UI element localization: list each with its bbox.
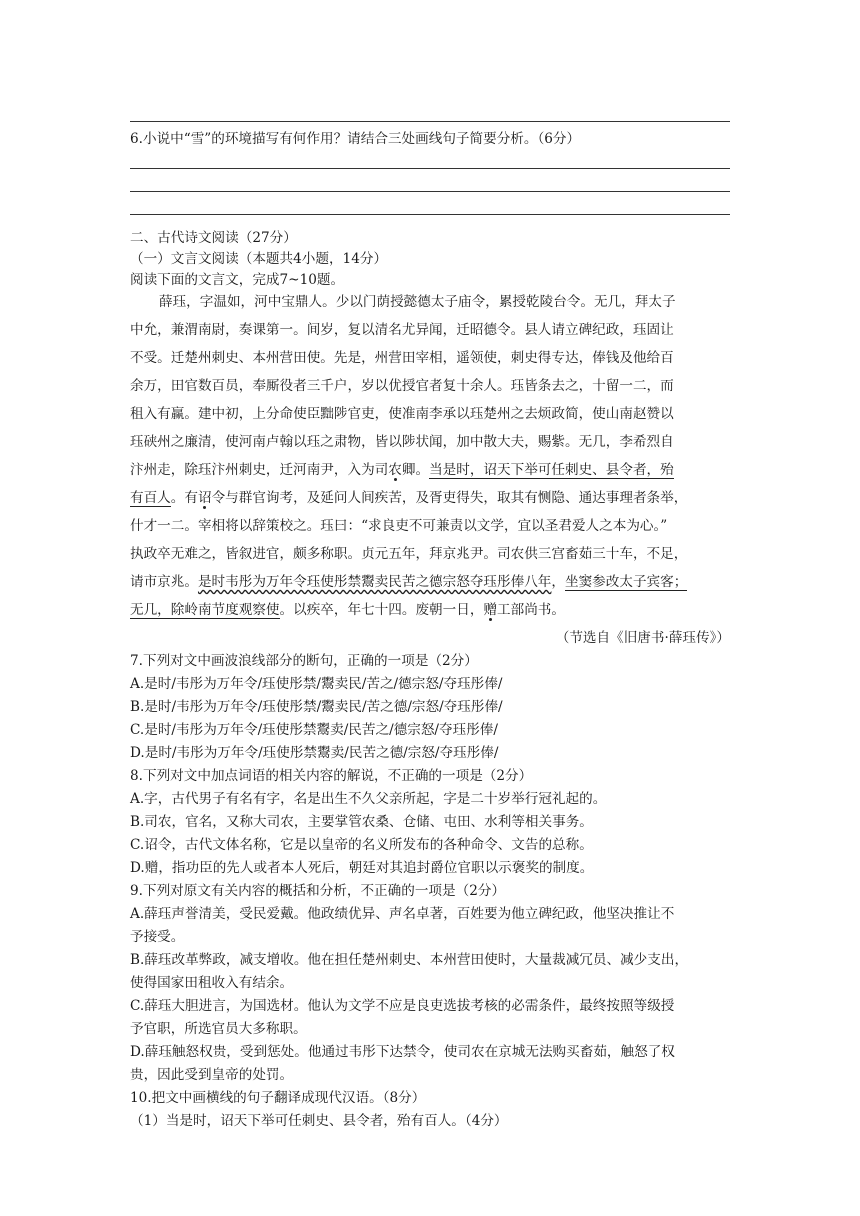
- dotted-word: 诏: [197, 490, 212, 506]
- question-10-stem: 10.把文中画横线的句子翻译成现代汉语。（8分）: [130, 1090, 426, 1106]
- question-9-option-b-cont: 使得国家田租收入有结余。: [130, 975, 294, 991]
- passage-line: [130, 460, 730, 480]
- question-6: 6.小说中“雪”的环境描写有何作用？请结合三处画线句子简要分析。（6分）: [130, 131, 581, 147]
- passage-line: 中允，兼渭南尉，奏课第一。间岁，复以清名尤异闻，迁昭德令。县人请立碑纪政，珏固让: [130, 322, 674, 338]
- passage-text: 。以疾卒，年七十四。废朝一日，: [279, 602, 484, 618]
- passage-text: ，: [551, 574, 565, 590]
- answer-line: [130, 168, 730, 169]
- passage-text: 工部尚书。: [497, 602, 565, 618]
- question-8-option-c: C.诏令，古代文体名称，它是以皇帝的名义所发布的各种命令、文告的总称。: [130, 837, 593, 853]
- section-title: 二、古代诗文阅读（27分）: [130, 230, 297, 246]
- question-7-stem: 7.下列对文中画波浪线部分的断句，正确的一项是（2分）: [130, 653, 478, 669]
- dotted-word: 农: [388, 462, 402, 478]
- question-8-option-d: D.赠，指功臣的先人或者本人死后，朝廷对其追封爵位官职以示褒奖的制度。: [130, 860, 594, 876]
- underlined-sentence: 有百人: [130, 490, 171, 506]
- question-9-option-c: C.薛珏大胆进言，为国选材。他认为文学不应是良吏选拔考核的必需条件，最终按照等级授: [130, 998, 675, 1014]
- answer-line: [130, 121, 730, 122]
- passage-text: 令与群官询考，及延问人间疾苦，及胥吏得失，取其有恻隐、通达事理者条举，: [211, 490, 688, 506]
- question-9-stem: 9.下列对原文有关内容的概括和分析，不正确的一项是（2分）: [130, 883, 506, 899]
- question-10-sentence-1: （1）当是时，诏天下举可任刺史、县令者，殆有百人。（4分）: [130, 1113, 508, 1129]
- passage-line: [130, 488, 730, 508]
- underlined-sentence: 无几，除岭南节度观察使: [130, 602, 280, 618]
- passage-text: 汴州走，除珏汴州刺史，迁河南尹，入为司: [130, 462, 389, 478]
- question-7-option-b: B.是时/韦彤为万年令/珏使彤禁/鬻卖民/苦之德/宗怒/夺珏彤俸/: [130, 699, 503, 715]
- question-7-option-d: D.是时/韦彤为万年令/珏使彤禁鬻卖/民苦之德/宗怒/夺珏彤俸/: [130, 745, 499, 761]
- question-8-option-a: A.字，古代男子有名有字，名是出生不久父亲所起，字是二十岁举行冠礼起的。: [130, 791, 607, 807]
- underlined-sentence: 坐窦参改太子宾客；: [565, 574, 688, 590]
- passage-line: [130, 600, 730, 620]
- answer-line: [130, 214, 730, 215]
- question-7-option-c: C.是时/韦彤为万年令/珏使彤禁鬻卖/民苦之/德宗怒/夺珏彤俸/: [130, 722, 498, 738]
- passage-line: [130, 572, 730, 592]
- passage-line: 余万，田官数百员，奉厮役者三千户，岁以优授官者复十余人。珏皆条去之，十留一二，而: [130, 378, 674, 394]
- passage-text: 请市京兆。: [130, 574, 198, 590]
- wavy-segment: 是时韦彤为万年令珏使彤禁鬻卖民苦之德宗怒夺珏彤俸八年: [197, 574, 552, 590]
- passage-source: （节选自《旧唐书·薛珏传》）: [555, 630, 730, 646]
- passage-line: 不受。迁楚州刺史、本州营田使。先是，州营田宰相，遥领使，刺史得专达，俸钱及他给百: [130, 350, 674, 366]
- question-9-option-b: B.薛珏改革弊政，减支增收。他在担任楚州刺史、本州营田使时，大量裁减冗员、减少支出，: [130, 952, 689, 968]
- passage-line: 什才一二。宰相将以辞策校之。珏曰：“求良吏不可兼责以文学，宜以圣君爱人之本为心。”: [130, 518, 668, 534]
- passage-text: 。有: [170, 490, 198, 506]
- passage-line: 执政卒无难之，皆叙进官，颇多称职。贞元五年，拜京兆尹。司农供三宫畜茹三十车，不足，: [130, 546, 688, 562]
- dotted-word: 赠: [483, 602, 498, 618]
- passage-text: 卿。: [401, 462, 430, 478]
- passage-line: 珏硖州之廉清，使河南卢翰以珏之肃物，皆以陟状闻，加中散大夫，赐紫。无几，李希烈自: [130, 434, 674, 450]
- underlined-sentence: 当是时，诏天下举可任刺史、县令者，殆: [429, 462, 674, 478]
- question-9-option-d: D.薛珏触怒权贵，受到惩处。他通过韦彤下达禁令，使司农在京城无法购买畜茹，触怒了权: [130, 1044, 675, 1060]
- subsection-title: （一）文言文阅读（本题共4小题，14分）: [130, 251, 388, 267]
- question-9-option-c-cont: 予官职，所选官员大多称职。: [130, 1021, 307, 1037]
- question-9-option-d-cont: 贵，因此受到皇帝的处罚。: [130, 1067, 294, 1083]
- question-7-option-a: A.是时/韦彤为万年令/珏使彤禁/鬻卖民/苦之/德宗怒/夺珏彤俸/: [130, 676, 503, 692]
- question-8-stem: 8.下列对文中加点词语的相关内容的解说，不正确的一项是（2分）: [130, 768, 533, 784]
- passage-line: 薛珏，字温如，河中宝鼎人。少以门荫授懿德太子庙令，累授乾陵台令。无几，拜太子: [159, 294, 676, 310]
- question-9-option-a-cont: 予接受。: [130, 929, 185, 945]
- question-8-option-b: B.司农，官名，又称大司农，主要掌管农桑、仓储、屯田、水利等相关事务。: [130, 814, 593, 830]
- question-9-option-a: A.薛珏声誉清美，受民爱戴。他政绩优异、声名卓著，百姓要为他立碑纪政，他坚决推让不: [130, 906, 675, 922]
- answer-line: [130, 191, 730, 192]
- passage-line: 租入有赢。建中初，上分命使臣黜陟官吏，使准南李承以珏楚州之去烦政简，使山南赵赞以: [130, 406, 674, 422]
- instruction: 阅读下面的文言文，完成7~10题。: [130, 272, 345, 288]
